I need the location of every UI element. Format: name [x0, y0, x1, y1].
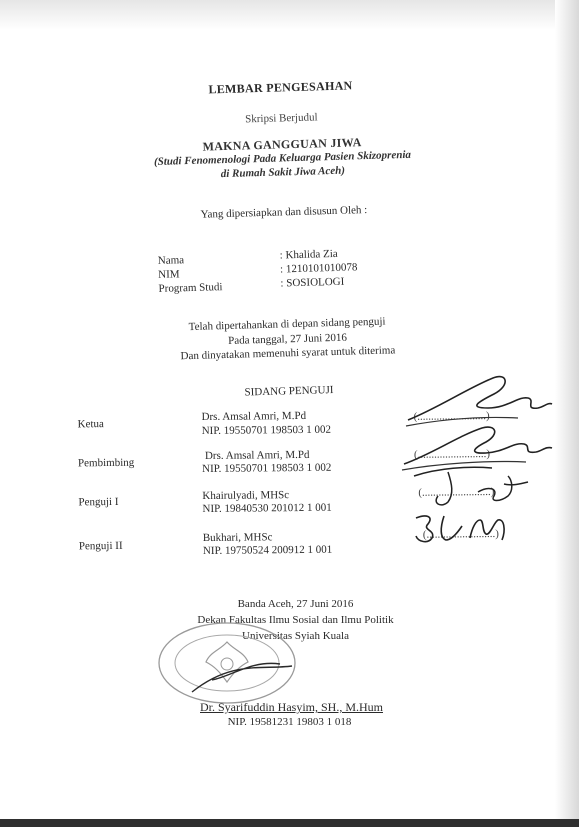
member-name-penguji-1: Khairulyadi, MHSc	[202, 489, 290, 503]
signature-slot-penguji-1: (.........................)	[418, 485, 495, 499]
defense-line1: Telah dipertahankan di depan sidang penguji	[188, 315, 386, 334]
document-heading: LEMBAR PENGESAHAN	[208, 78, 353, 97]
role-ketua: Ketua	[77, 418, 104, 431]
member-nip-ketua: NIP. 19550701 198503 1 002	[201, 423, 332, 438]
member-name-ketua: Drs. Amsal Amri, M.Pd	[201, 409, 307, 424]
document-subheading: Skripsi Berjudul	[244, 111, 318, 126]
defense-line3: Dan dinyatakan memenuhi syarat untuk diterima	[180, 344, 396, 363]
thesis-subtitle-line1: (Studi Fenomenologi Pada Keluarga Pasien Skizoprenia	[153, 148, 412, 168]
author-program-label: Program Studi	[158, 281, 223, 295]
role-pembimbing: Pembimbing	[77, 456, 135, 470]
member-name-penguji-2: Bukhari, MHSc	[202, 531, 273, 545]
signature-slot-pembimbing: (.........................)	[413, 448, 491, 461]
panel-heading: SIDANG PENGUJI	[244, 384, 334, 399]
member-name-pembimbing: Drs. Amsal Amri, M.Pd	[204, 448, 310, 462]
author-nim-value: : 1210101010078	[279, 261, 358, 276]
author-name-value: : Khalida Zia	[279, 247, 338, 262]
author-program-value: : SOSIOLOGI	[280, 275, 345, 290]
signature-slot-ketua: (.........................)	[413, 410, 490, 423]
member-nip-penguji-2: NIP. 19750524 200912 1 001	[202, 543, 333, 558]
university-name: Universitas Syiah Kuala	[242, 630, 349, 642]
role-penguji-2: Penguji II	[78, 539, 123, 553]
role-penguji-1: Penguji I	[78, 495, 119, 509]
signature-slot-penguji-2: (.........................)	[422, 527, 499, 541]
approval-place-date: Banda Aceh, 27 Juni 2016	[237, 598, 354, 610]
dean-name: Dr. Syarifuddin Hasyim, SH., M.Hum	[200, 700, 383, 714]
defense-line2: Pada tanggal, 27 Juni 2016	[227, 331, 348, 347]
thesis-subtitle-line2: di Rumah Sakit Jiwa Aceh)	[220, 164, 346, 181]
member-nip-pembimbing: NIP. 19550701 198503 1 002	[202, 461, 332, 476]
page-edge-shadow	[575, 0, 579, 819]
signature-penguji-1-graphic	[408, 462, 538, 512]
university-stamp-graphic	[152, 620, 302, 706]
member-nip-penguji-1: NIP. 19840530 201012 1 001	[202, 501, 332, 516]
signature-penguji-2-graphic	[410, 508, 530, 548]
dean-title: Dekan Fakultas Ilmu Sosial dan Ilmu Politik	[197, 614, 394, 626]
author-nim-label: NIM	[158, 268, 180, 281]
prepared-by-text: Yang dipersiapkan dan disusun Oleh :	[200, 204, 368, 221]
thesis-title: MAKNA GANGGUAN JIWA	[202, 135, 362, 154]
dean-nip: NIP. 19581231 19803 1 018	[227, 716, 352, 728]
author-name-label: Nama	[157, 254, 185, 267]
